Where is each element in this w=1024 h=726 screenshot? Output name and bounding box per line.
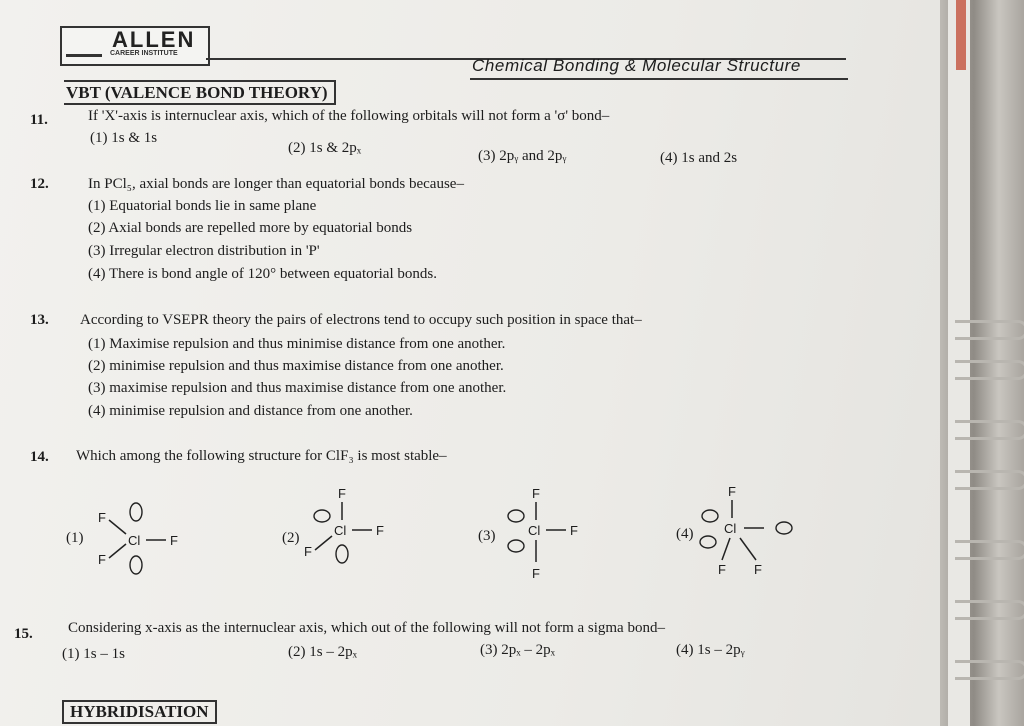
fluorine-label: F	[728, 484, 736, 499]
option: (2) minimise repulsion and thus maximise distance from one another.	[88, 358, 504, 374]
option: (1)	[66, 530, 84, 546]
binding-coil	[955, 600, 1024, 620]
question-text: In PCl₅, axial bonds are longer than equatorial bonds because–	[88, 176, 464, 192]
fluorine-label: F	[304, 544, 312, 559]
chlorine-label: Cl	[528, 523, 541, 538]
structure-3	[500, 482, 600, 582]
question-text: Which among the following structure for ClF₃ is most stable–	[76, 448, 447, 464]
chapter-title: Chemical Bonding & Molecular Structure	[472, 56, 801, 75]
logo-word: ALLEN	[112, 27, 196, 52]
fluorine-label: F	[376, 523, 384, 538]
option: (3) 2pₓ – 2pₓ	[480, 642, 555, 658]
question-text: If 'X'-axis is internuclear axis, which of the following orbitals will not form a 'σ' bond–	[88, 108, 610, 124]
chlorine-label: Cl	[128, 533, 141, 548]
option: (3) 2pᵧ and 2pᵧ	[478, 148, 567, 164]
question-number: 12.	[30, 176, 49, 192]
structure-2	[300, 482, 400, 582]
option: (2) 1s & 2pₓ	[288, 140, 362, 156]
section-heading: VBT (VALENCE BOND THEORY)	[64, 80, 336, 105]
option: (3) Irregular electron distribution in 'P'	[88, 243, 320, 259]
fluorine-label: F	[338, 486, 346, 501]
option: (4)	[676, 526, 694, 542]
option: (4) 1s and 2s	[660, 150, 738, 166]
option: (1) Equatorial bonds lie in same plane	[88, 198, 317, 214]
chapter-title-underline	[470, 78, 848, 80]
fluorine-label: F	[98, 510, 106, 525]
binding-coil	[955, 470, 1024, 490]
structure-1	[92, 492, 202, 582]
fluorine-label: F	[532, 566, 540, 581]
option: (4) minimise repulsion and distance from one another.	[88, 403, 413, 419]
fluorine-label: F	[718, 562, 726, 577]
fluorine-label: F	[754, 562, 762, 577]
chlorine-label: Cl	[334, 523, 347, 538]
option: (4) There is bond angle of 120° between equatorial bonds.	[88, 266, 437, 282]
option: (3) maximise repulsion and thus maximise distance from one another.	[88, 380, 507, 396]
binding-coil	[955, 540, 1024, 560]
question-number: 15.	[14, 626, 33, 642]
binding-coil	[955, 360, 1024, 380]
option: (1) 1s – 1s	[62, 646, 125, 662]
page-edge-mark	[956, 0, 966, 70]
option: (4) 1s – 2pᵧ	[676, 642, 745, 658]
allen-logo	[60, 26, 206, 62]
question-number: 13.	[30, 312, 49, 328]
fluorine-label: F	[570, 523, 578, 538]
chlorine-label: Cl	[724, 521, 737, 536]
logo-emblem-icon	[66, 32, 102, 57]
option: (3)	[478, 528, 496, 544]
binding-coil	[955, 660, 1024, 680]
question-number: 11.	[30, 112, 48, 128]
option: (2) 1s – 2pₓ	[288, 644, 357, 660]
question-text: Considering x-axis as the internuclear axis, which out of the following will not form a sigma bond–	[68, 620, 665, 636]
next-section-heading: HYBRIDISATION	[62, 700, 217, 724]
binding-coil	[955, 320, 1024, 340]
option: (2)	[282, 530, 300, 546]
fluorine-label: F	[532, 486, 540, 501]
option: (2) Axial bonds are repelled more by equatorial bonds	[88, 220, 413, 236]
question-text: According to VSEPR theory the pairs of electrons tend to occupy such position in space that–	[80, 312, 642, 328]
fluorine-label: F	[170, 533, 178, 548]
binding-coil	[955, 420, 1024, 440]
structure-4	[694, 480, 804, 580]
fluorine-label: F	[98, 552, 106, 567]
question-number: 14.	[30, 449, 49, 465]
option: (1) 1s & 1s	[90, 130, 158, 146]
option: (1) Maximise repulsion and thus minimise distance from one another.	[88, 336, 506, 352]
logo-subtitle: CAREER INSTITUTE	[110, 50, 178, 57]
